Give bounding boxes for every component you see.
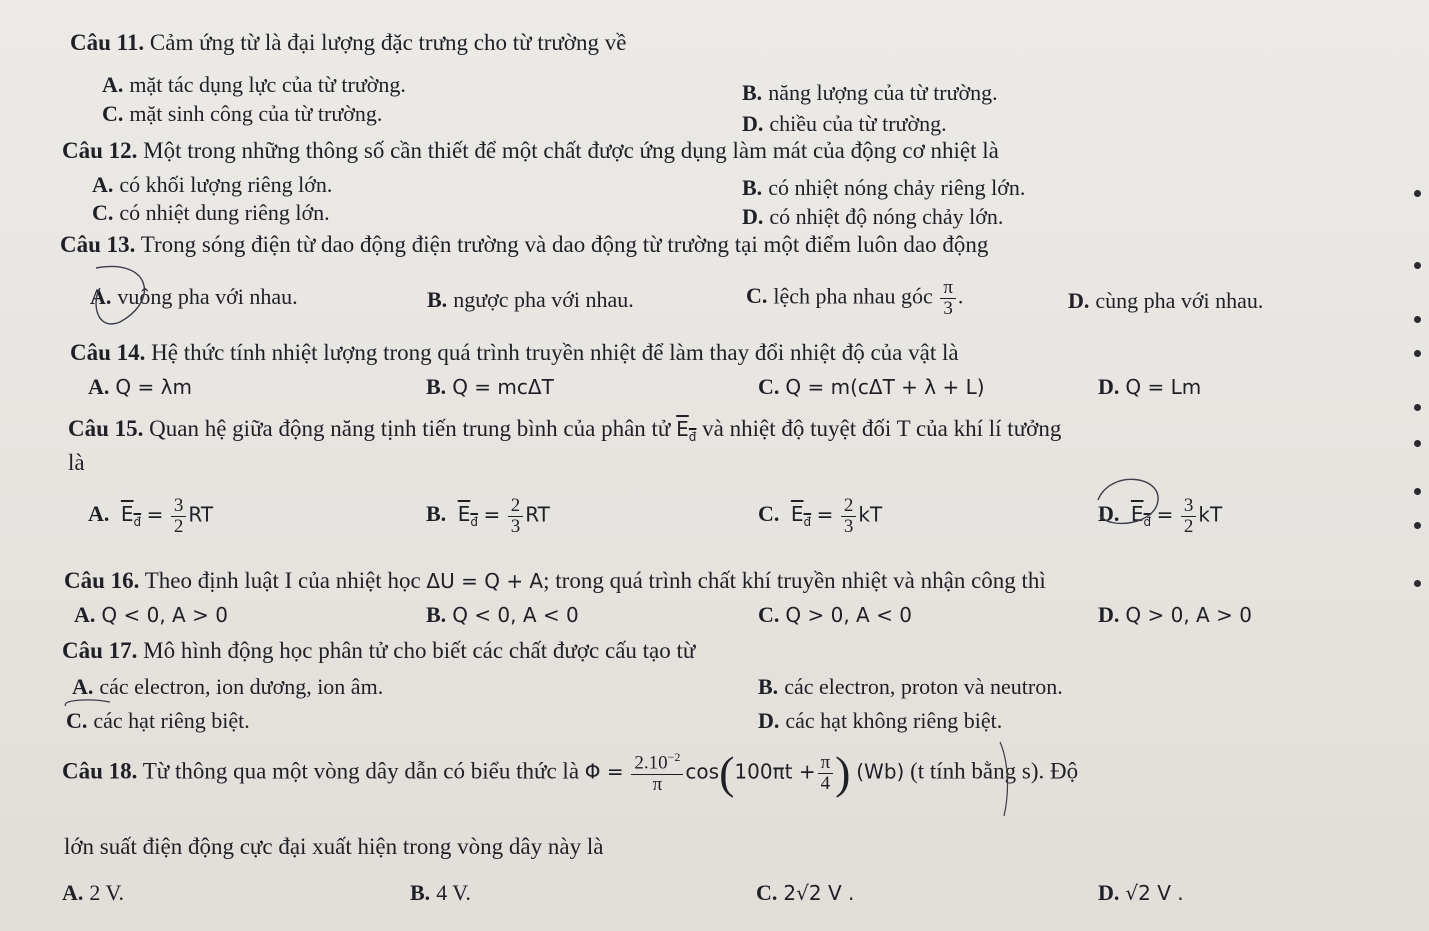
question-14-text: Hệ thức tính nhiệt lượng trong quá trình truyền nhiệt để làm thay đổi nhiệt độ của vật là: [151, 340, 959, 365]
q17-option-b: B. các electron, proton và neutron.: [758, 674, 1063, 699]
margin-dot: [1414, 440, 1421, 447]
q17-option-d: D. các hạt không riêng biệt.: [758, 708, 1003, 733]
q14-option-b: B. Q = mcΔT: [426, 374, 554, 399]
q18-option-a: A. 2 V.: [62, 880, 125, 905]
question-18-label: Câu 18.: [62, 758, 138, 784]
margin-dot: [1414, 404, 1421, 411]
q15-option-c: C. $E_đ$ = $\frac{2}{3}$ kT: [758, 495, 883, 537]
question-16: Câu 16. Theo định luật I của nhiệt học ΔU = Q + A; trong quá trình chất khí truyền nhiệt và nhận công thì: [64, 568, 1046, 593]
q16-option-a: A. Q < 0, A > 0: [74, 602, 228, 627]
q13-option-d: D. cùng pha với nhau.: [1068, 288, 1264, 313]
q13-option-c: C. lệch pha nhau góc $\frac{\pi}{3}$ .: [746, 277, 964, 319]
question-15-label: Câu 15.: [68, 416, 144, 441]
question-11-label: Câu 11.: [70, 30, 145, 55]
question-12: [62, 138, 999, 164]
margin-dot: [1414, 488, 1421, 495]
margin-dot: [1414, 316, 1421, 323]
q11-option-c: C. mặt sinh công của từ trường.: [102, 101, 383, 126]
question-12-label: Câu 12.: [62, 138, 138, 163]
q12-option-b: B. có nhiệt nóng chảy riêng lớn.: [742, 175, 1026, 200]
question-11: [70, 30, 627, 56]
question-16-label: Câu 16.: [64, 568, 140, 593]
q18-option-c: C. 2√2 V .: [756, 880, 855, 905]
q13-option-a: A. vuông pha với nhau.: [90, 284, 298, 309]
q12-option-a: A. có khối lượng riêng lớn.: [92, 172, 333, 197]
margin-dot: [1414, 350, 1421, 357]
q13-c-fraction: $\frac{\pi}{3}$: [940, 278, 956, 319]
question-15-text2: và nhiệt độ tuyệt đối T của khí lí tưởng: [702, 416, 1062, 441]
margin-dot: [1414, 190, 1421, 197]
q16-formula: ΔU = Q + A: [426, 569, 544, 593]
question-17-label: Câu 17.: [62, 638, 138, 663]
question-18: Câu 18. Từ thông qua một vòng dây dẫn có biểu thức là Φ = $\frac{2.10^{-2}}{\pi}$ cos(100πt + $\frac{\pi}{4}$ ) (Wb) (t tính bằng s). Độ: [62, 747, 1079, 798]
question-13: [60, 232, 988, 258]
q16-option-d: D. Q > 0, A > 0: [1098, 602, 1252, 627]
question-13-text: Trong sóng điện từ dao động điện trường và dao động từ trường tại một điểm luôn dao động: [140, 232, 989, 257]
q18-amplitude-fraction: $\frac{2.10^{-2}}{\pi}$: [631, 751, 683, 794]
question-12-text: Một trong những thông số cần thiết để một chất được ứng dụng làm mát của động cơ nhiệt là: [143, 138, 999, 163]
q17-option-a: A. các electron, ion dương, ion âm.: [72, 674, 384, 699]
q14-option-c: C. Q = m(cΔT + λ + L): [758, 374, 985, 399]
question-14-label: Câu 14.: [70, 340, 146, 365]
question-17-text: Mô hình động học phân tử cho biết các chất được cấu tạo từ: [143, 638, 696, 663]
q15-symbol: $E_đ$: [676, 417, 697, 444]
q17-option-c: C. các hạt riêng biệt.: [66, 708, 250, 733]
q12-option-c: C. có nhiệt dung riêng lớn.: [92, 200, 330, 225]
q14-option-d: D. Q = Lm: [1098, 374, 1202, 399]
margin-dot: [1414, 580, 1421, 587]
q15-option-a: A. $E_đ$ = $\frac{3}{2}$ RT: [88, 495, 214, 537]
q16-option-b: B. Q < 0, A < 0: [426, 602, 579, 627]
q12-option-d: D. có nhiệt độ nóng chảy lớn.: [742, 204, 1004, 229]
question-13-label: Câu 13.: [60, 232, 136, 257]
question-18-continued: lớn suất điện động cực đại xuất hiện trong vòng dây này là: [64, 834, 604, 859]
q16-option-c: C. Q > 0, A < 0: [758, 602, 912, 627]
q18-option-b: B. 4 V.: [410, 880, 471, 905]
q14-option-a: A. Q = λm: [88, 374, 192, 399]
question-17: [62, 638, 695, 664]
q15-option-b: B. $E_đ$ = $\frac{2}{3}$ RT: [426, 495, 550, 537]
margin-dot: [1414, 262, 1421, 269]
q11-option-d: D. chiều của từ trường.: [742, 111, 947, 136]
question-15-text: Quan hệ giữa động năng tịnh tiến trung bình của phân tử: [149, 416, 671, 441]
margin-dot: [1414, 522, 1421, 529]
q11-option-b: B. năng lượng của từ trường.: [742, 80, 998, 105]
question-11-text: Cảm ứng từ là đại lượng đặc trưng cho từ trường về: [149, 30, 627, 55]
pen-circle-q17-c: [65, 700, 110, 706]
q13-option-b: B. ngược pha với nhau.: [427, 287, 634, 312]
question-15: [68, 416, 1061, 444]
q11-option-a: A. mặt tác dụng lực của từ trường.: [102, 72, 406, 97]
question-14: [70, 340, 959, 366]
q18-option-d: D. √2 V .: [1098, 880, 1184, 905]
question-15-continued: là: [68, 450, 85, 475]
q15-option-d: D. $E_đ$ = $\frac{3}{2}$ kT: [1098, 495, 1223, 537]
